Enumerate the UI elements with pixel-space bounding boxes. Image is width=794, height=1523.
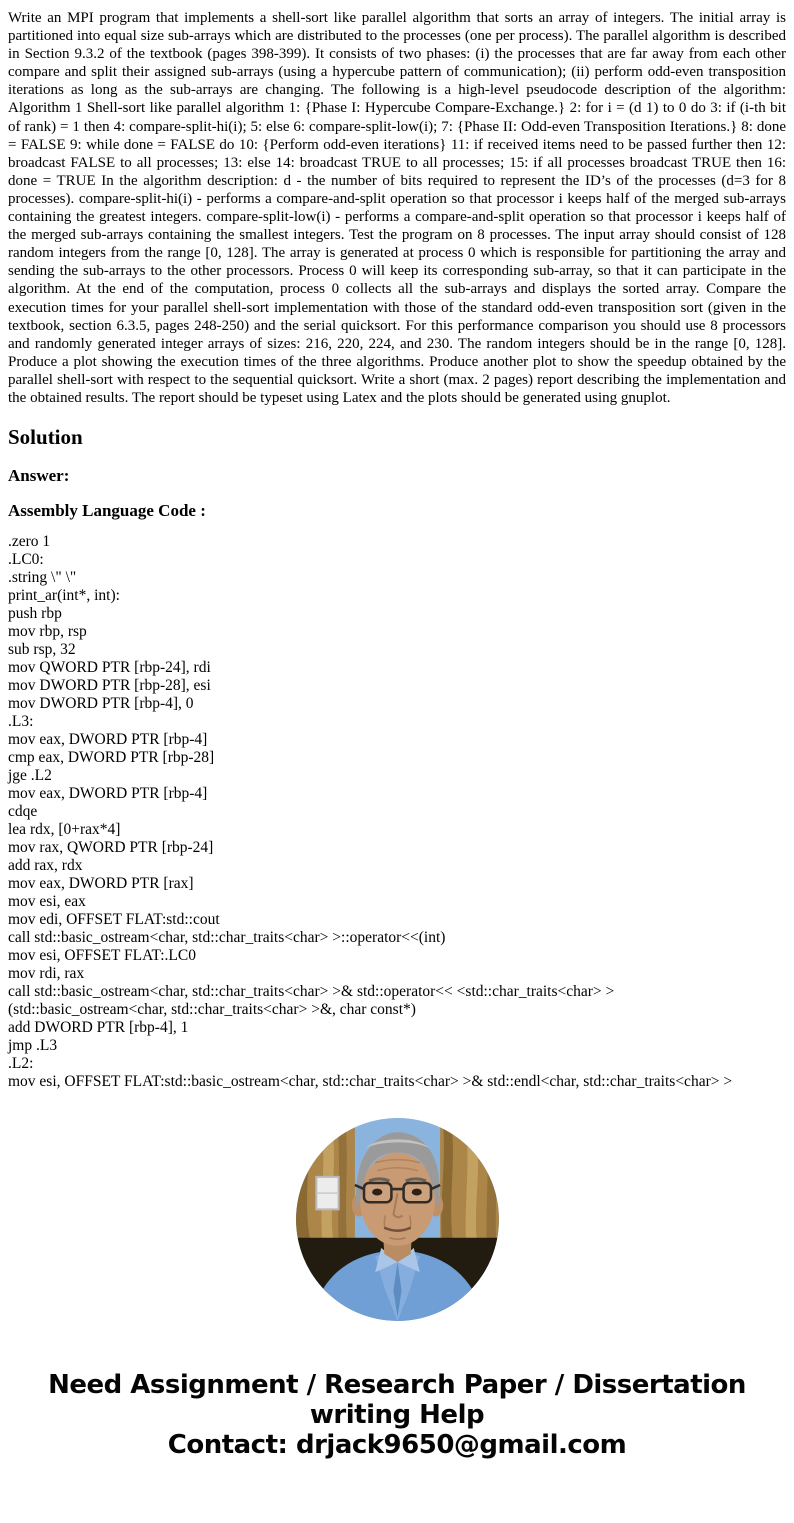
- code-line: add DWORD PTR [rbp-4], 1: [8, 1019, 189, 1037]
- code-line: push rbp: [8, 605, 62, 623]
- code-line: mov rax, QWORD PTR [rbp-24]: [8, 839, 214, 857]
- code-line: .L2:: [8, 1055, 34, 1073]
- avatar: [296, 1118, 499, 1321]
- avatar-container: [8, 1118, 786, 1321]
- code-line: add rax, rdx: [8, 857, 83, 875]
- help-text: Need Assignment / Research Paper / Dissertation writing Help: [48, 1370, 746, 1431]
- code-line: mov esi, OFFSET FLAT:.LC0: [8, 947, 196, 965]
- code-line: mov eax, DWORD PTR [rbp-4]: [8, 731, 208, 749]
- code-line: .string \" \": [8, 569, 77, 587]
- question-text: Write an MPI program that implements a shell-sort like parallel algorithm that sorts an array of integers. The initial array is partitioned into equal size sub-arrays which are distributed to the processes (one per process). The parallel algorithm is described in Section 9.3.2 of the textbook (pages 398-399). It consists of two phases: (i) the processes that are far away from each other compare and split their assigned sub-arrays (using a hypercube pattern of communication); (ii) perform odd-even transposition iterations as long as the sub-arrays are changing. The following is a high-level pseudocode description of the algorithm: Algorithm 1 Shell-sort like parallel algorithm 1: {Phase I: Hypercube Compare-Exchange.} 2: for i = (d 1) to 0 do 3: if (i-th bit of rank) = 1 then 4: compare-split-hi(i); 5: else 6: compare-split-low(i); 7: {Phase II: Odd-even Transposition Iterations.} 8: done = FALSE 9: while done = FALSE do 10: {Perform odd-even iterations} 11: if received items need to be passed further then 12: broadcast FALSE to all processes; 13: else 14: broadcast TRUE to all processes; 15: if all processes broadcast TRUE then 16: done = TRUE In the algorithm description: d - the number of bits required to represent the ID’s of the processes (d=3 for 8 processes). compare-split-hi(i) - performs a compare-and-split operation so that processor i keeps half of the merged sub-arrays containing the greatest integers. compare-split-low(i) - performs a compare-and-split operation so that processor i keeps half of the merged sub-arrays containing the smallest integers. Test the program on 8 processes. The input array should consist of 128 random integers from the range [0, 128]. The array is generated at process 0 which is responsible for partitioning the array and sending the sub-arrays to the other processors. Process 0 will keep its corresponding sub-array, so that it can participate in the algorithm. At the end of the computation, process 0 collects all the sub-arrays and displays the sorted array. Compare the execution times for your parallel shell-sort implementation with those of the standard odd-even transposition sort (given in the textbook, section 6.3.5, pages 248-250) and the serial quicksort. For this performance comparison you should use 8 processors and randomly generated integer arrays of sizes: 216, 220, 224, and 230. The random integers should be in the range [0, 128]. Produce a plot showing the execution times of the three algorithms. Produce another plot to show the speedup obtained by the parallel shell-sort with respect to the sequential quicksort. Write a short (max. 2 pages) report describing the implementation and the obtained results. The report should be typeset using Latex and the plots should be generated using gnuplot.: [8, 10, 786, 406]
- assembly-code-heading: Assembly Language Code :: [8, 501, 206, 521]
- code-line: .LC0:: [8, 551, 44, 569]
- code-line: .zero 1: [8, 533, 51, 551]
- code-line: mov DWORD PTR [rbp-28], esi: [8, 677, 211, 695]
- code-line: mov rdi, rax: [8, 965, 85, 983]
- code-line: cmp eax, DWORD PTR [rbp-28]: [8, 749, 215, 767]
- code-line: sub rsp, 32: [8, 641, 76, 659]
- code-line: call std::basic_ostream<char, std::char_traits<char> >::operator<<(int): [8, 929, 446, 947]
- code-line: cdqe: [8, 803, 38, 821]
- answer-label: Answer:: [8, 466, 70, 486]
- code-line: mov edi, OFFSET FLAT:std::cout: [8, 911, 220, 929]
- assembly-code-block: [8, 533, 786, 1091]
- code-line: print_ar(int*, int):: [8, 587, 120, 605]
- code-line: mov QWORD PTR [rbp-24], rdi: [8, 659, 211, 677]
- code-line: lea rdx, [0+rax*4]: [8, 821, 121, 839]
- code-line: (std::basic_ostream<char, std::char_traits<char> >&, char const*): [8, 1001, 416, 1019]
- footer-promo: [8, 1370, 786, 1460]
- code-line: mov eax, DWORD PTR [rbp-4]: [8, 785, 208, 803]
- person-portrait-icon: [296, 1118, 499, 1321]
- code-line: mov esi, eax: [8, 893, 86, 911]
- code-line: call std::basic_ostream<char, std::char_traits<char> >& std::operator<< <std::char_traits<char> >: [8, 983, 615, 1001]
- code-line: mov eax, DWORD PTR [rax]: [8, 875, 194, 893]
- code-line: mov rbp, rsp: [8, 623, 87, 641]
- solution-heading: Solution: [8, 425, 83, 450]
- code-line: mov DWORD PTR [rbp-4], 0: [8, 695, 194, 713]
- code-line: jge .L2: [8, 767, 52, 785]
- contact-email-text: Contact: drjack9650@gmail.com: [167, 1430, 627, 1461]
- code-line: jmp .L3: [8, 1037, 58, 1055]
- code-line: mov esi, OFFSET FLAT:std::basic_ostream<char, std::char_traits<char> >& std::endl<char, std::char_traits<char> >: [8, 1073, 733, 1091]
- code-line: .L3:: [8, 713, 34, 731]
